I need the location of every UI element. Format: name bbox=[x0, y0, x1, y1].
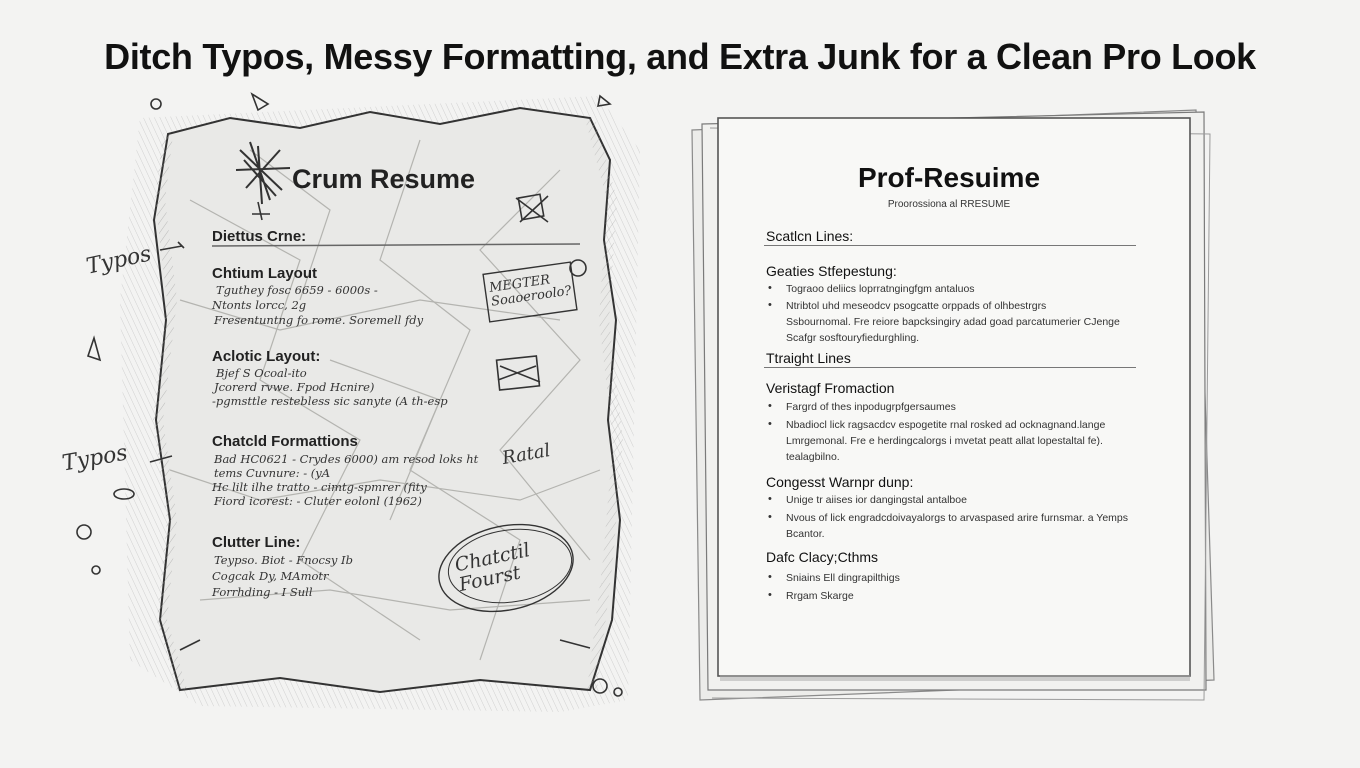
bullet-text: Sniains Ell dingrapilthigs bbox=[786, 572, 900, 584]
messy-section-heading: Aclotic Layout: bbox=[212, 348, 321, 365]
messy-line: Bad HC0621 - Crydes 6000) am resod loks ht bbox=[214, 452, 479, 466]
messy-line: Forrhding - I Sull bbox=[212, 585, 313, 599]
messy-resume-title: Crum Resume bbox=[292, 164, 476, 194]
bullet-text: Nbadiocl lick ragsacdcv espogetite rnal rosked ad ocknagnand.lange bbox=[786, 419, 1106, 431]
bullet-text: Unige tr aiises ior dangingstal antalboe bbox=[786, 494, 967, 506]
messy-line: Hc lilt ilhe tratto - cimtg-spmrer (fity bbox=[212, 480, 427, 494]
headline: Ditch Typos, Messy Formatting, and Extra Junk for a Clean Pro Look bbox=[104, 36, 1256, 77]
section-rule bbox=[764, 245, 1136, 246]
bullet-text: Tograoo deliics loprratngingfgm antaluos bbox=[786, 283, 975, 295]
clean-section-heading: Ttraight Lines bbox=[766, 350, 851, 366]
typos-annotation: Typos bbox=[84, 241, 154, 280]
circled-annotation: Chatctil Fourst bbox=[452, 539, 532, 596]
section-rule bbox=[764, 367, 1136, 368]
messy-line: Teypso. Biot - Fnocsy Ib bbox=[214, 553, 353, 567]
messy-line: Fresentuntng fo rome. Soremell fdy bbox=[214, 313, 424, 327]
messy-line: Tguthey fosc 6659 - 6000s - bbox=[216, 283, 378, 297]
messy-line: Ntonts lorcc, 2g bbox=[212, 298, 307, 312]
ratal-annotation: Ratal bbox=[500, 439, 552, 470]
messy-section-heading: Chatcld Formattions bbox=[212, 433, 358, 450]
clean-section-heading: Geaties Stfepestung: bbox=[766, 263, 897, 279]
bullet-continuation: tealagbilno. bbox=[786, 451, 840, 463]
messy-line: Fiord icorest: - Cluter eolonl (1962) bbox=[214, 494, 422, 508]
bullet-continuation: Bcantor. bbox=[786, 528, 825, 540]
messy-section-heading: Clutter Line: bbox=[212, 534, 301, 551]
clean-section-heading: Dafc Clacy;Cthms bbox=[766, 549, 879, 565]
bullet-text: Fargrd of thes inpodugrpfgersaumes bbox=[786, 401, 956, 413]
boxed-annotation: MEGTER Soaoeroolo? bbox=[488, 272, 573, 310]
messy-line: Jcorerd rvwe. Fpod Hcnire) bbox=[214, 380, 375, 394]
messy-line: Cogcak Dy, MAmotr bbox=[212, 569, 329, 583]
messy-line: tems Cuvnure: - (yA bbox=[214, 466, 331, 480]
bullet-text: Nvous of lick engradcdoivayalorgs to arvaspased arire furnsmar. a Yemps bbox=[786, 512, 1129, 524]
typos-annotation: Typos bbox=[60, 440, 130, 477]
bullet-continuation: Scafgr sosftouryfiedurghling. bbox=[786, 332, 920, 344]
clean-resume-subtitle: Proorossiona al RRESUME bbox=[887, 199, 1011, 210]
clean-section-heading: Congesst Warnpr dunp: bbox=[766, 474, 914, 490]
clean-section-heading: Veristagf Fromaction bbox=[766, 380, 895, 396]
messy-section-heading: Chtium Layout bbox=[212, 265, 317, 282]
messy-line: Bjef S Ocoal-ito bbox=[216, 366, 307, 380]
bullet-text: Rrgam Skarge bbox=[786, 590, 854, 602]
bullet-continuation: Ssbournomal. Fre reiore bapcksingiry adad goad parcatumerier CJenge bbox=[786, 316, 1120, 328]
clean-resume-title: Prof-Resuime bbox=[857, 162, 1041, 193]
messy-line: -pgmsttle restebless sic sanyte (A th-esp bbox=[212, 394, 448, 408]
bullet-text: Ntribtol uhd meseodcv psogcatte orppads of olhbestrgrs bbox=[786, 300, 1047, 312]
messy-section-heading: Diettus Crne: bbox=[212, 228, 307, 245]
clean-section-heading: Scatlcn Lines: bbox=[766, 228, 854, 244]
bullet-continuation: Lmrgemonal. Fre e herdingcalorgs i mvetat peatt allat lopestaltal fe). bbox=[786, 435, 1103, 447]
